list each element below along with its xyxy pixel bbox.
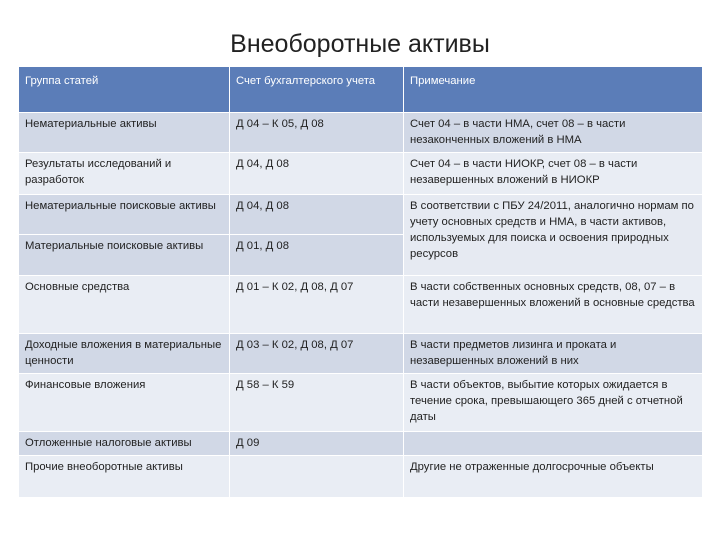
cell-group: Результаты исследований и разработок [19,153,230,195]
table-row [19,432,703,456]
table-row [19,113,703,153]
cell-account: Д 04, Д 08 [230,153,404,195]
cell-group: Материальные поисковые активы [19,235,230,276]
cell-account: Д 09 [230,432,404,456]
cell-group: Финансовые вложения [19,374,230,432]
cell-account: Д 03 – К 02, Д 08, Д 07 [230,334,404,374]
cell-group: Основные средства [19,276,230,334]
cell-note: Другие не отраженные долгосрочные объекты [404,456,703,498]
cell-account: Д 04, Д 08 [230,195,404,235]
header-group: Группа статей [19,67,230,113]
cell-account: Д 01, Д 08 [230,235,404,276]
cell-account: Д 04 – К 05, Д 08 [230,113,404,153]
cell-note [404,432,703,456]
cell-account: Д 58 – К 59 [230,374,404,432]
header-note: Примечание [404,67,703,113]
cell-group: Доходные вложения в материальные ценности [19,334,230,374]
cell-note: В части объектов, выбытие которых ожидается в течение срока, превышающего 365 дней с отчетной даты [404,374,703,432]
cell-note: В соответствии с ПБУ 24/2011, аналогично нормам по учету основных средств и НМА, в части активов, используемых для поиска и освоения природных ресурсов [404,195,703,276]
cell-note: В части предметов лизинга и проката и незавершенных вложений в них [404,334,703,374]
cell-note: Счет 04 – в части НИОКР, счет 08 – в части незавершенных вложений в НИОКР [404,153,703,195]
table-row [19,334,703,374]
table-row [19,276,703,334]
cell-group: Прочие внеоборотные активы [19,456,230,498]
header-account: Счет бухгалтерского учета [230,67,404,113]
assets-table [18,66,703,498]
table-row [19,153,703,195]
table-header-row [19,67,703,113]
cell-account [230,456,404,498]
cell-note: В части собственных основных средств, 08, 07 – в части незавершенных вложений в основные средства [404,276,703,334]
cell-group: Отложенные налоговые активы [19,432,230,456]
slide-title: Внеоборотные активы [230,30,490,58]
cell-note: Счет 04 – в части НМА, счет 08 – в части незаконченных вложений в НМА [404,113,703,153]
table-row [19,374,703,432]
table-row [19,195,703,235]
cell-account: Д 01 – К 02, Д 08, Д 07 [230,276,404,334]
table-row [19,456,703,498]
cell-group: Нематериальные поисковые активы [19,195,230,235]
cell-group: Нематериальные активы [19,113,230,153]
